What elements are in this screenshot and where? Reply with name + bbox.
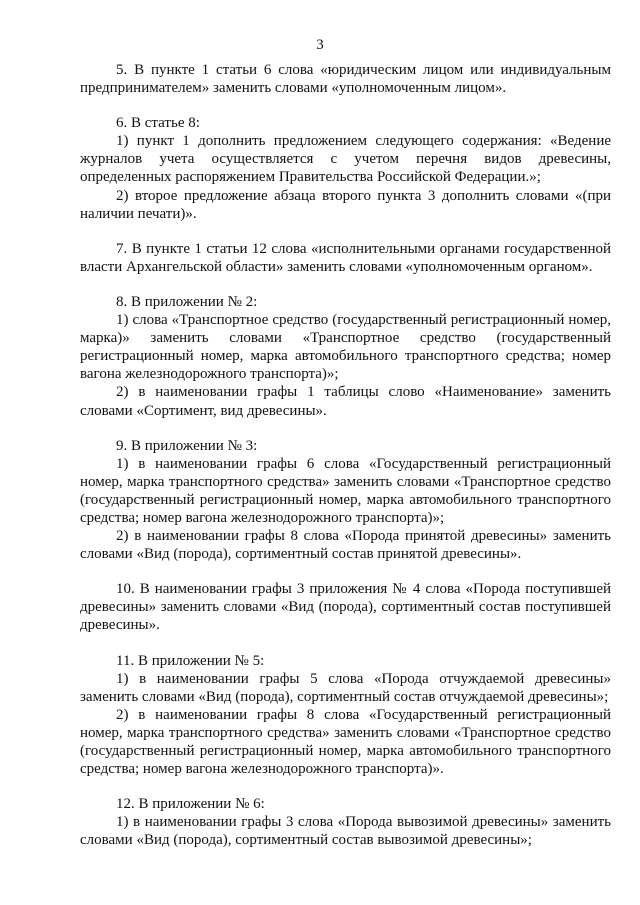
section-item-7 [80,240,611,276]
section-heading: 8. В приложении № 2: [116,293,258,310]
page-number: 3 [316,37,324,53]
section-item-11 [80,652,611,779]
section-heading: 12. В приложении № 6: [116,796,265,813]
paragraph: 1) в наименовании графы 3 слова «Порода вывозимой древесины» заменить словами «Вид (порода), сортиментный состав вывозимой древесины»; [80,814,611,849]
document-body [80,61,611,866]
section-item-8 [80,293,611,420]
section-item-5 [80,61,611,97]
section-item-12 [80,795,611,849]
paragraph: 2) второе предложение абзаца второго пункта 3 дополнить словами «(при наличии печати)». [80,187,611,222]
paragraph: 1) пункт 1 дополнить предложением следующего содержания: «Ведение журналов учета осуществляется с учетом перечня видов древесины, определенных распоряжением Правительства Российской Федерации.»; [80,133,611,186]
section-item-6 [80,114,611,223]
paragraph: 1) слова «Транспортное средство (государственный регистрационный номер, марка)» заменить словами «Транспортное средство (государственный регистрационный номер, марка автомобильного транспортного средства; номер вагона железнодорожного транспорта)»; [80,312,611,383]
paragraph: 10. В наименовании графы 3 приложения № 4 слова «Порода поступившей древесины» заменить словами «Вид (порода), сортиментный состав поступившей древесины». [80,581,611,634]
section-item-10 [80,580,611,634]
section-heading: 11. В приложении № 5: [116,652,265,669]
section-heading: 6. В статье 8: [116,115,200,132]
section-item-9 [80,437,611,564]
paragraph: 1) в наименовании графы 6 слова «Государственный регистрационный номер, марка транспортного средства» заменить словами «Транспортное средство (государственный регистрационный номер, марка автомобильного транспортного средства; номер вагона железнодорожного транспорта)»; [80,455,611,526]
paragraph: 2) в наименовании графы 8 слова «Государственный регистрационный номер, марка транспортного средства» заменить словами «Транспортное средство (государственный регистрационный номер, марка автомобильного транспортного средства; номер вагона железнодорожного транспорта)». [80,706,611,778]
paragraph: 2) в наименовании графы 1 таблицы слово «Наименование» заменить словами «Сортимент, вид древесины». [80,384,611,419]
paragraph: 1) в наименовании графы 5 слова «Порода отчуждаемой древесины» заменить словами «Вид (порода), сортиментный состав отчуждаемой древесины»; [80,670,611,705]
paragraph: 2) в наименовании графы 8 слова «Порода принятой древесины» заменить словами «Вид (порода), сортиментный состав принятой древесины». [80,528,611,563]
section-heading: 9. В приложении № 3: [116,437,258,454]
paragraph: 5. В пункте 1 статьи 6 слова «юридическим лицом или индивидуальным предпринимателем» заменить словами «уполномоченным лицом». [80,62,611,97]
paragraph: 7. В пункте 1 статьи 12 слова «исполнительными органами государственной власти Архангельской области» заменить словами «уполномоченным органом». [80,240,611,275]
